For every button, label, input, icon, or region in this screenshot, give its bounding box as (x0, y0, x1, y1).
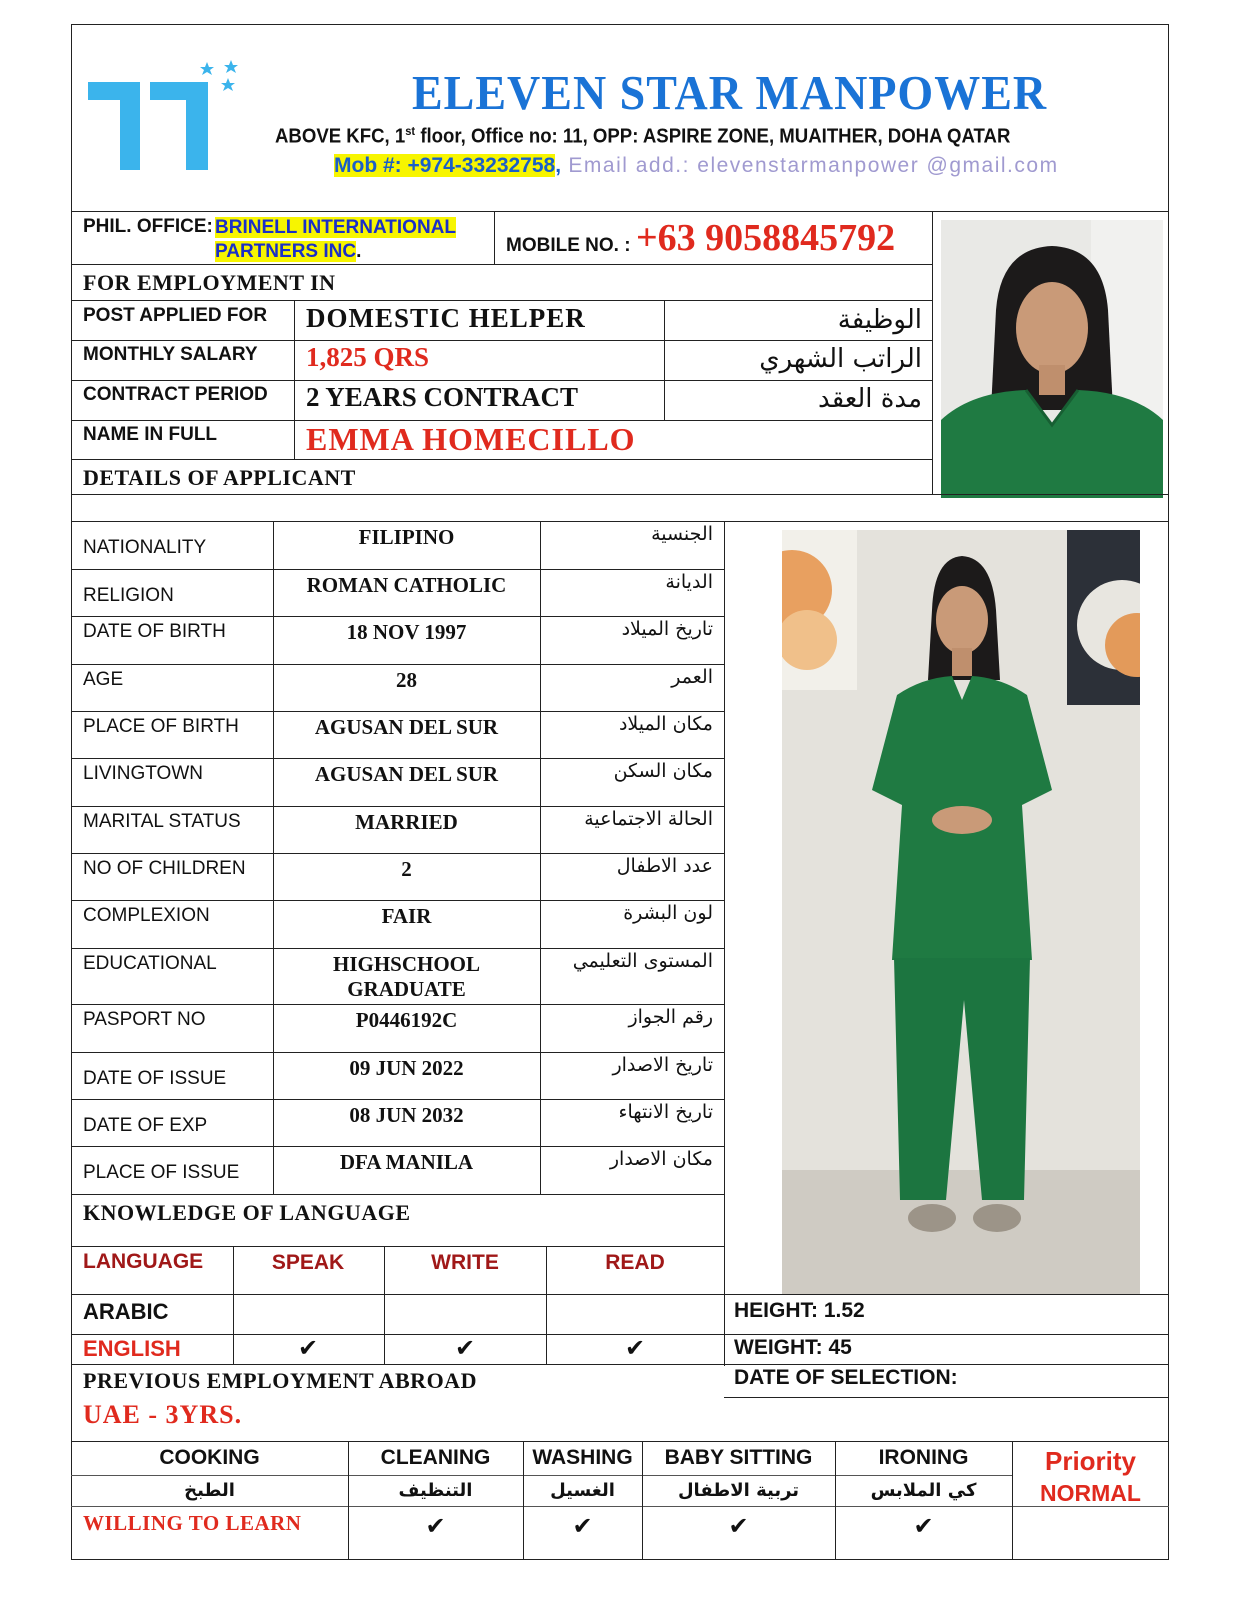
divider (71, 806, 724, 807)
skill-babysitting-arabic: تربية الاطفال (677, 1480, 800, 1501)
post-value: DOMESTIC HELPER (306, 303, 586, 333)
company-address (275, 124, 1010, 149)
detail-value: 2 (401, 857, 412, 881)
babysitting-check-icon: ✔ (728, 1512, 749, 1540)
divider (348, 1441, 349, 1560)
english-read-check-icon: ✔ (624, 1334, 646, 1362)
detail-value: 28 (396, 668, 417, 692)
detail-value: HIGHSCHOOL (332, 952, 481, 976)
detail-label: NO OF CHILDREN (83, 858, 246, 879)
post-label: POST APPLIED FOR (83, 305, 268, 326)
details-section-title: DETAILS OF APPLICANT (83, 465, 356, 490)
divider (71, 380, 933, 381)
employment-section-title: FOR EMPLOYMENT IN (83, 270, 336, 295)
applicant-headshot-photo (941, 220, 1163, 498)
divider (71, 1364, 1169, 1365)
divider (384, 1246, 385, 1364)
detail-label: DATE OF ISSUE (83, 1068, 227, 1089)
divider (71, 340, 933, 341)
divider (71, 1294, 1169, 1295)
agency-email: Email add.: elevenstarmanpower @gmail.com (561, 154, 1059, 177)
cleaning-check-icon: ✔ (425, 1512, 446, 1540)
divider (71, 459, 933, 460)
previous-employment-value: UAE - 3YRS. (83, 1400, 243, 1429)
divider (71, 1099, 724, 1100)
divider (494, 212, 495, 264)
detail-arabic-label: الحالة الاجتماعية (584, 808, 713, 830)
divider (540, 521, 541, 1194)
post-arabic: الوظيفة (837, 305, 922, 335)
detail-label: RELIGION (83, 585, 174, 606)
address-rest: floor, Office no: 11, OPP: ASPIRE ZONE, MUAITHER, DOHA QATAR (415, 125, 1011, 148)
salary-value: 1,825 QRS (306, 342, 430, 372)
full-name-value: EMMA HOMECILLO (306, 421, 636, 457)
priority-label: Priority (1044, 1446, 1137, 1476)
detail-arabic-label: المستوى التعليمي (572, 950, 713, 972)
divider (71, 948, 724, 949)
divider (724, 521, 725, 1366)
detail-arabic-label: رقم الجواز (628, 1006, 713, 1028)
detail-arabic-label: لون البشرة (623, 902, 713, 924)
divider (71, 264, 933, 265)
washing-check-icon: ✔ (572, 1512, 593, 1540)
detail-value: P0446192C (355, 1008, 458, 1032)
weight-value: WEIGHT: 45 (734, 1336, 852, 1359)
read-col-header: READ (605, 1251, 665, 1274)
address-prefix: ABOVE KFC, 1 (275, 125, 406, 148)
office-name-line2: PARTNERS INC (215, 241, 357, 262)
name-label: NAME IN FULL (83, 424, 218, 445)
office-name-suffix: . (356, 241, 362, 262)
detail-value: FILIPINO (358, 525, 455, 549)
detail-arabic-label: العمر (671, 666, 713, 688)
mobile-label: MOBILE NO. : (506, 235, 631, 256)
divider (71, 300, 933, 301)
divider (71, 494, 1169, 495)
detail-label: MARITAL STATUS (83, 811, 241, 832)
height-value: HEIGHT: 1.52 (734, 1299, 865, 1322)
contact-comma: , (555, 154, 562, 177)
detail-value: 18 NOV 1997 (346, 620, 467, 644)
divider (71, 664, 724, 665)
detail-arabic-label: مكان السكن (613, 760, 713, 782)
applicant-full-body-photo (782, 530, 1140, 1295)
language-section-title: KNOWLEDGE OF LANGUAGE (83, 1200, 411, 1225)
divider (523, 1441, 524, 1560)
contract-label: CONTRACT PERIOD (83, 384, 268, 405)
previous-employment-title: PREVIOUS EMPLOYMENT ABROAD (83, 1368, 477, 1393)
logo-eleven-stars-icon (86, 58, 246, 176)
detail-arabic-label: الديانة (665, 571, 713, 593)
detail-arabic-label: تاريخ الميلاد (621, 618, 713, 640)
english-speak-check-icon: ✔ (297, 1334, 319, 1362)
office-label: PHIL. OFFICE: (83, 216, 213, 237)
detail-label: PASPORT NO (83, 1009, 206, 1030)
divider (71, 711, 724, 712)
detail-label: AGE (83, 669, 124, 690)
skill-babysitting-header: BABY SITTING (664, 1446, 813, 1469)
contact-line (334, 154, 1059, 178)
skill-cleaning-header: CLEANING (380, 1446, 491, 1469)
detail-arabic-label: تاريخ الاصدار (612, 1054, 713, 1076)
detail-arabic-label: الجنسية (651, 523, 713, 545)
company-logo (86, 58, 246, 176)
divider (724, 1397, 1169, 1398)
speak-col-header: SPEAK (271, 1251, 345, 1274)
divider (71, 1506, 1169, 1507)
skill-ironing-arabic: كي الملابس (870, 1480, 977, 1501)
detail-label: EDUCATIONAL (83, 953, 217, 974)
divider (71, 1194, 724, 1195)
detail-value: AGUSAN DEL SUR (314, 762, 499, 786)
language-row-english: ENGLISH (83, 1336, 181, 1361)
office-name (215, 216, 456, 264)
skill-ironing-header: IRONING (878, 1446, 969, 1469)
detail-value: AGUSAN DEL SUR (314, 715, 499, 739)
language-col-header: LANGUAGE (83, 1250, 204, 1273)
divider (546, 1246, 547, 1364)
mobile-value: +63 9058845792 (636, 217, 896, 259)
divider (71, 1441, 1169, 1442)
detail-value: 08 JUN 2032 (349, 1103, 464, 1127)
detail-label: DATE OF BIRTH (83, 621, 226, 642)
divider (71, 900, 724, 901)
divider (1012, 1441, 1013, 1560)
write-col-header: WRITE (431, 1251, 499, 1274)
ironing-check-icon: ✔ (913, 1512, 934, 1540)
detail-value: 09 JUN 2022 (349, 1056, 464, 1080)
detail-value: DFA MANILA (339, 1150, 474, 1174)
divider (71, 211, 1169, 212)
salary-arabic: الراتب الشهري (759, 344, 922, 374)
skill-cleaning-arabic: التنظيف (398, 1480, 473, 1501)
detail-label: COMPLEXION (83, 905, 210, 926)
date-of-selection-label: DATE OF SELECTION: (734, 1366, 958, 1389)
detail-value-line2: GRADUATE (347, 977, 466, 1001)
company-name: ELEVEN STAR MANPOWER (412, 65, 1048, 120)
divider (71, 616, 724, 617)
detail-value: ROMAN CATHOLIC (306, 573, 507, 597)
detail-label: LIVINGTOWN (83, 763, 203, 784)
divider (71, 1246, 724, 1247)
english-write-check-icon: ✔ (454, 1334, 476, 1362)
divider (835, 1441, 836, 1560)
detail-arabic-label: تاريخ الانتهاء (618, 1101, 713, 1123)
skill-washing-arabic: الغسيل (550, 1480, 615, 1501)
agency-mobile: Mob #: +974-33232758 (334, 154, 556, 177)
divider (71, 1004, 724, 1005)
skill-cooking-header: COOKING (159, 1446, 260, 1469)
address-sup: st (405, 124, 416, 138)
office-name-line1: BRINELL INTERNATIONAL (215, 217, 457, 238)
divider (642, 1441, 643, 1560)
divider (294, 300, 295, 459)
divider (71, 521, 1169, 522)
detail-arabic-label: مكان الميلاد (618, 713, 713, 735)
salary-label: MONTHLY SALARY (83, 344, 258, 365)
divider (71, 1052, 724, 1053)
skill-cooking-arabic: الطبخ (184, 1480, 235, 1501)
detail-value: FAIR (381, 904, 432, 928)
detail-label: PLACE OF BIRTH (83, 716, 239, 737)
detail-label: NATIONALITY (83, 537, 207, 558)
detail-label: PLACE OF ISSUE (83, 1162, 240, 1183)
divider (71, 569, 724, 570)
detail-arabic-label: عدد الاطفال (616, 855, 713, 877)
divider (71, 758, 724, 759)
priority-value: NORMAL (1040, 1480, 1141, 1506)
detail-label: DATE OF EXP (83, 1115, 208, 1136)
divider (273, 521, 274, 1194)
divider (71, 1475, 1012, 1476)
contract-value: 2 YEARS CONTRACT (306, 382, 579, 412)
detail-arabic-label: مكان الاصدار (609, 1148, 713, 1170)
skill-washing-header: WASHING (532, 1446, 633, 1469)
contract-arabic: مدة العقد (818, 384, 922, 414)
divider (664, 300, 665, 420)
detail-value: MARRIED (355, 810, 458, 834)
willing-to-learn-label: WILLING TO LEARN (83, 1511, 302, 1535)
divider (932, 212, 933, 495)
language-row-arabic: ARABIC (83, 1299, 169, 1324)
divider (233, 1246, 234, 1364)
divider (71, 1146, 724, 1147)
divider (71, 853, 724, 854)
